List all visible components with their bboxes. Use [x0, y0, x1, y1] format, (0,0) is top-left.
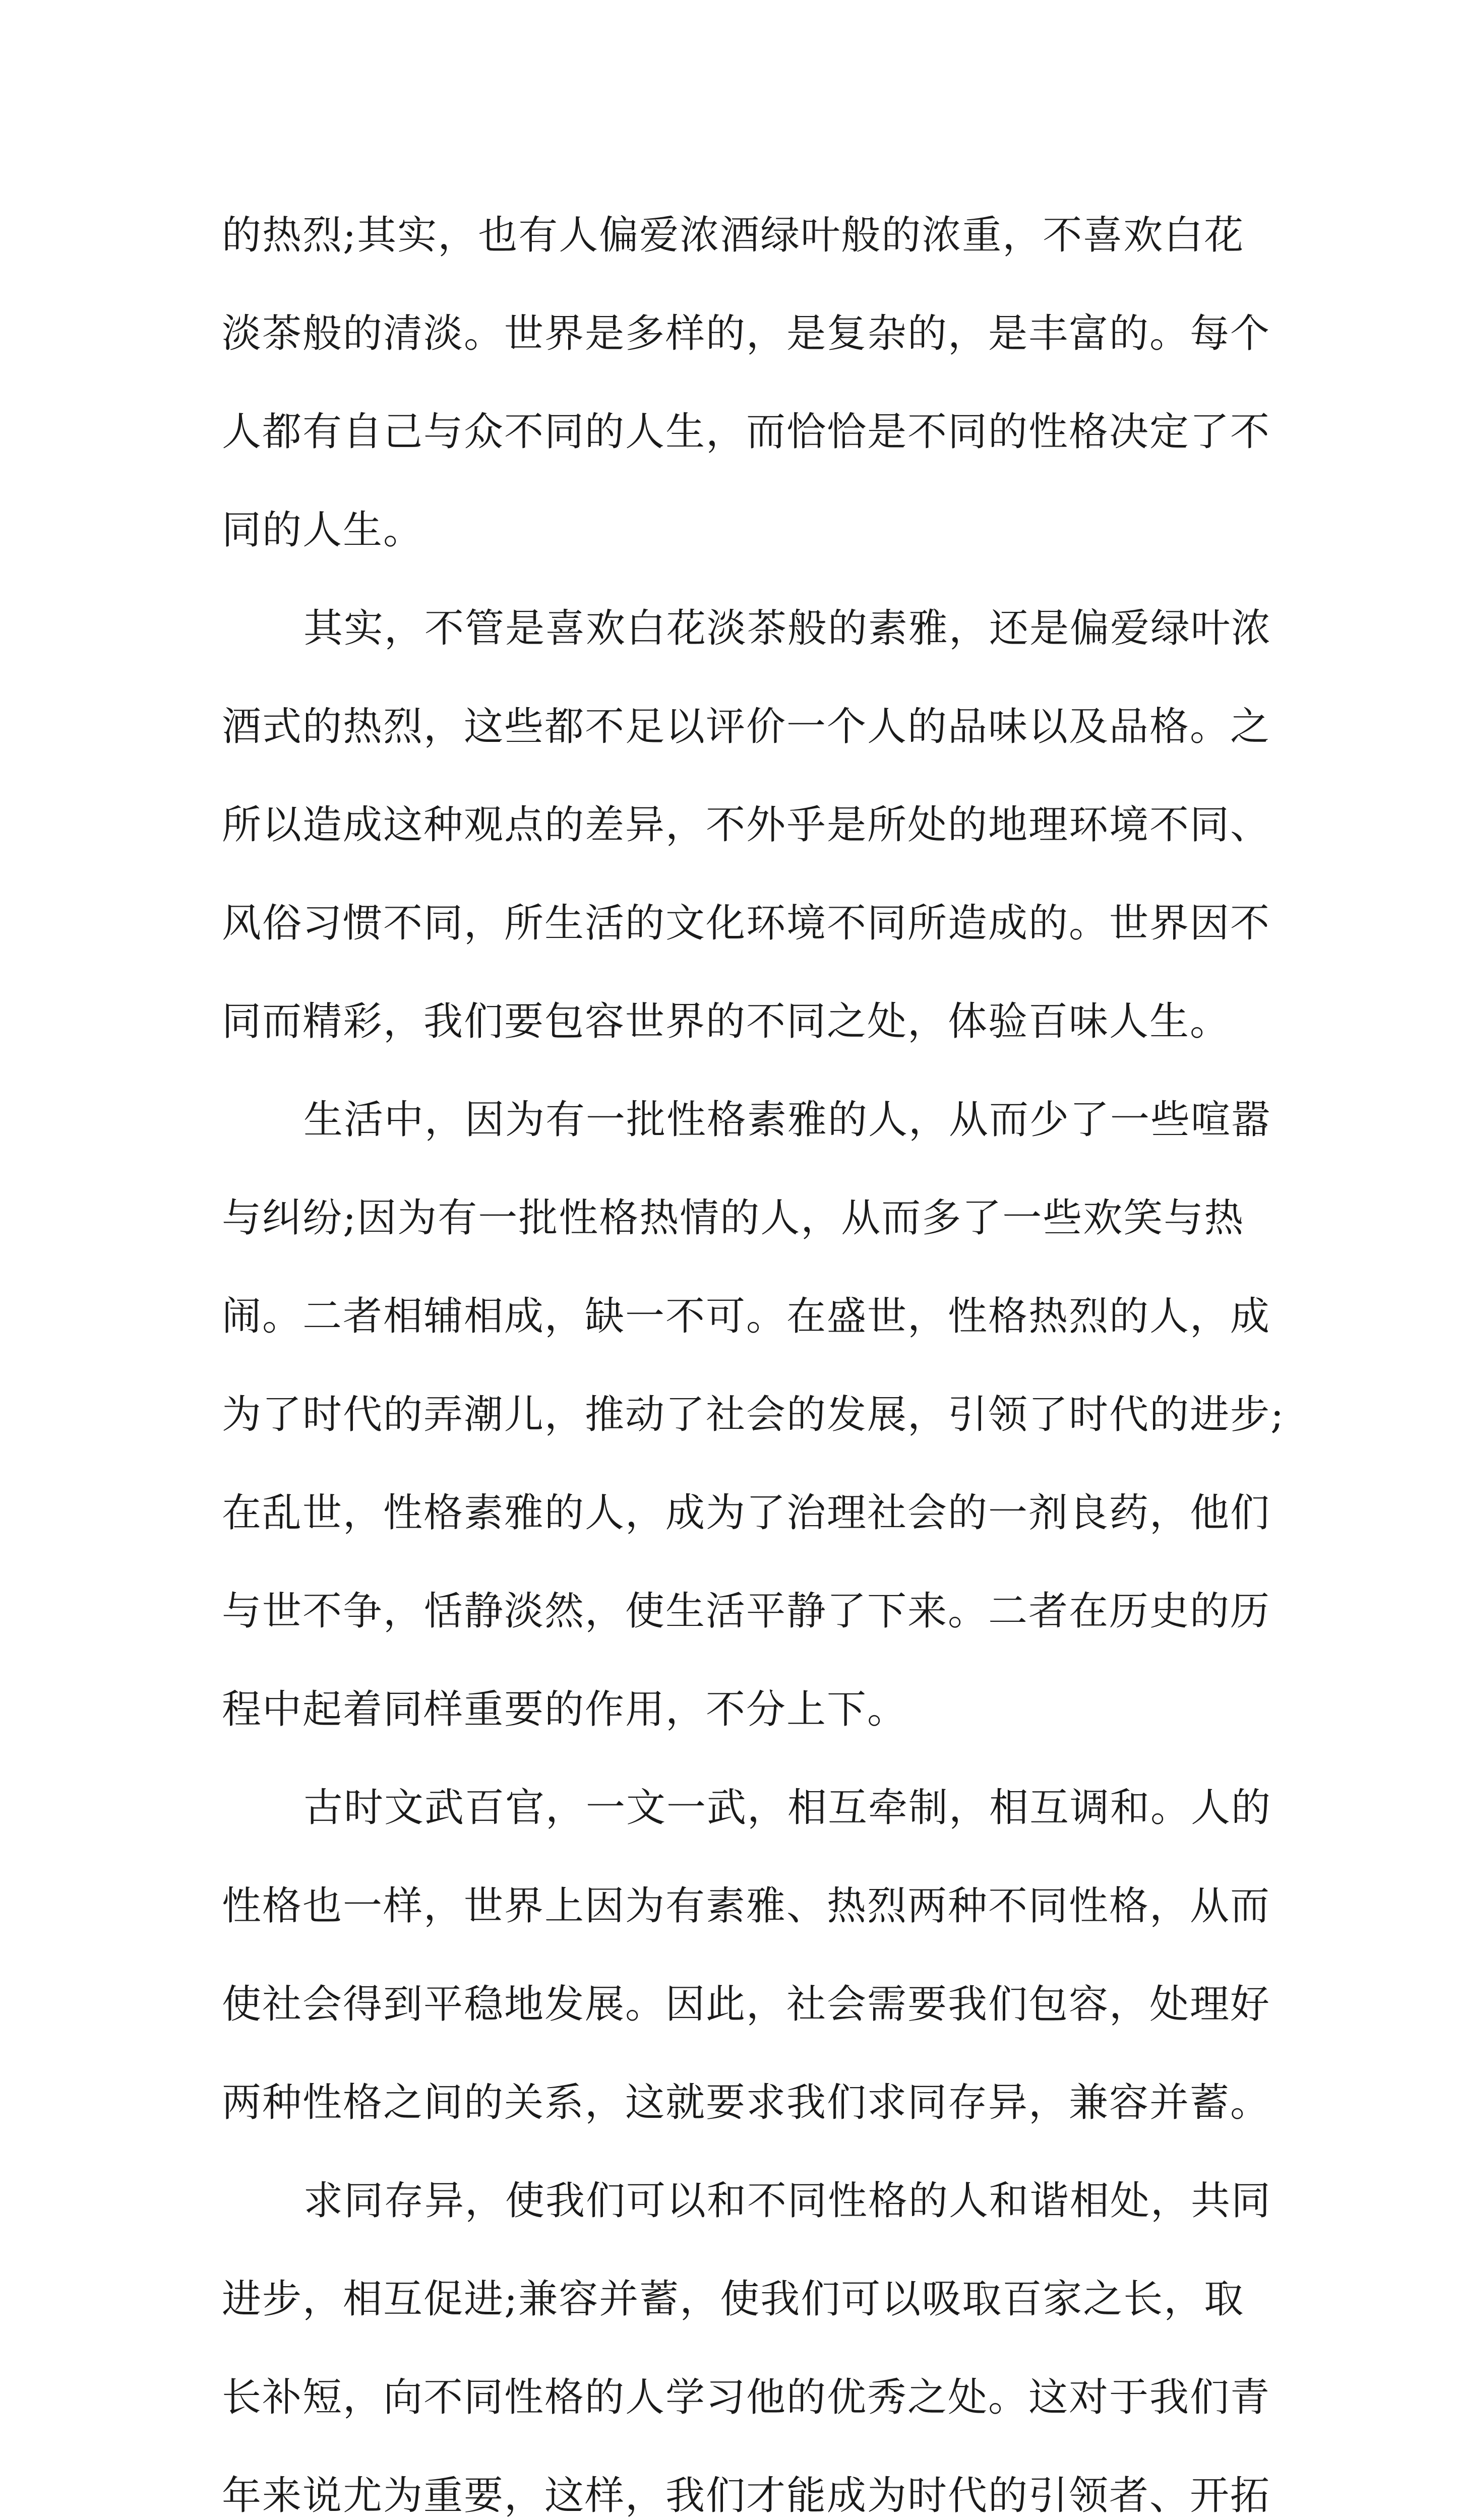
text-line: 所以造成这种观点的差异，不外乎是所处的地理环境不同、 [222, 802, 1271, 848]
text-line: 程中起着同样重要的作用，不分上下。 [222, 1687, 908, 1732]
text-line: 风俗习惯不同，所生活的文化环境不同所造成的。世界因不 [222, 901, 1271, 946]
text-line: 年来说尤为重要，这样，我们才能成为时代的引领者、开拓 [222, 2473, 1271, 2518]
text-line: 为了时代的弄潮儿，推动了社会的发展，引领了时代的进步; [222, 1392, 1285, 1437]
text-line: 的热烈;其实，也有人偏爱浓酒绿叶般的浓重，不喜欢白花 [222, 213, 1245, 258]
paragraph-first-line: 生活中，因为有一批性格素雅的人，从而少了一些喧嚣 [303, 1097, 1272, 1143]
text-line: 使社会得到平稳地发展。因此，社会需要我们包容，处理好 [222, 1982, 1271, 2027]
text-line: 与世不争，恬静淡然，使生活平静了下来。二者在历史的历 [222, 1589, 1271, 1634]
text-line: 闹。二者相辅相成，缺一不可。在盛世，性格热烈的人，成 [222, 1294, 1271, 1339]
document-body [222, 186, 1285, 2520]
text-line: 在乱世，性格素雅的人，成为了治理社会的一剂良药，他们 [222, 1490, 1271, 1536]
text-line: 与纠纷;因为有一批性格热情的人，从而多了一些欢笑与热 [222, 1195, 1245, 1241]
paragraph-first-line: 求同存异，使我们可以和不同性格的人和谐相处，共同 [303, 2178, 1272, 2224]
text-line: 性格也一样，世界上因为有素雅、热烈两种不同性格，从而 [222, 1883, 1271, 1929]
text-line: 进步，相互促进;兼容并蓄，使我们可以吸取百家之长，取 [222, 2277, 1245, 2322]
text-line: 两种性格之间的关系，这就要求我们求同存异，兼容并蓄。 [222, 2080, 1271, 2125]
paragraph-first-line: 古时文武百官，一文一武，相互牵制，相互调和。人的 [303, 1785, 1272, 1831]
text-line: 长补短，向不同性格的人学习他的优秀之处。这对于我们青 [222, 2375, 1271, 2420]
text-line: 同的人生。 [222, 508, 424, 553]
paragraph-first-line: 其实，不管是喜欢白花淡茶般的素雅，还是偏爱绿叶浓 [303, 606, 1272, 651]
text-line: 同而精彩，我们要包容世界的不同之处，体验百味人生。 [222, 999, 1231, 1044]
text-line: 酒式的热烈，这些都不足以评价一个人的品味以及品格。之 [222, 704, 1271, 749]
text-line: 人都有自己与众不同的人生，而恰恰是不同的性格决定了不 [222, 409, 1271, 455]
text-line: 淡茶般的清淡。世界是多样的，是复杂的，是丰富的。每个 [222, 311, 1271, 356]
